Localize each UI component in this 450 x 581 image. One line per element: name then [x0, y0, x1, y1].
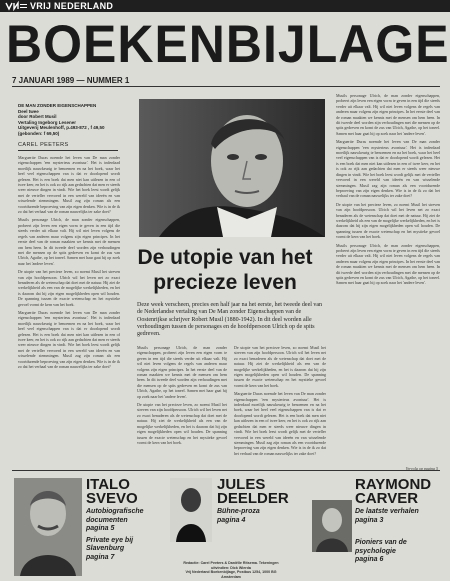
vn-logo-icon — [4, 1, 28, 11]
teaser-title-line: CARVER — [355, 490, 419, 507]
svevo-portrait-photo — [14, 478, 82, 576]
teaser-sub-line: pagina 5 — [86, 525, 115, 532]
imprint-line: uitvindien: Dick Wierda — [211, 565, 251, 570]
teaser-carver-title[interactable] — [355, 478, 431, 506]
body-text: De utopie van het precieze leven, zo noemt Musil het streven van zijn hoofdpersoon. Ulrich wil het leven net zo exact benaderen als de wetenschap dat doet met de natuur. Hij ziet de werkelijkheid als een van de mogelijke werkelijkheden, en het is daarom dat hij zijn eigen mogelijkheden open wil houden. De spanning tussen de exacte wetenschap en het mystieke gevoel vormt de kern van het boek. — [234, 345, 326, 388]
credit-line: Uitgeverij Meulenhoff, p.493-872 , f 49,50 — [18, 125, 105, 131]
teaser-deelder-subtitle — [217, 508, 260, 525]
teaser-sub-line: pagina 6 — [355, 556, 384, 563]
divider — [18, 150, 118, 151]
body-text: Musils personage Ulrich, de man zonder eigenschappen, probeert zijn leven een eigen vorm te geven in een tijd die steeds verder uit elkaar valt. Hij wil niet leven volgens de regels van anderen maar volgens zijn eigen principes. In het eerste deel van de roman maakten we kennis met de mensen om hem heen. In dit tweede deel worden zijn verhoudingen met die mensen op de spits gedreven en komt de zus van Ulrich, Agathe, op het toneel. Samen met haar gaat hij op zoek naar het 'andere leven'. — [137, 345, 227, 399]
body-text: De utopie van het precieze leven, zo noemt Musil het streven van zijn hoofdpersoon. Ulrich wil het leven net zo exact benaderen als de wetenschap dat doet met de natuur. Hij ziet de werkelijkheid als een van de mogelijke werkelijkheden, en het is daarom dat hij zijn eigen mogelijkheden open wil houden. De spanning tussen de exacte wetenschap en het mystieke gevoel vormt de kern van het boek. — [18, 269, 120, 307]
imprint-line: Redactie: Carel Peeters & Daniëlle Ritsema. Tekeningen — [183, 561, 279, 565]
credit-line: door Robert Musil — [18, 114, 57, 120]
credit-line: DE MAN ZONDER EIGENSCHAPPEN — [18, 103, 97, 108]
teaser-svevo-title[interactable] — [86, 478, 138, 506]
headline-line: De utopie van het — [137, 246, 313, 269]
body-text: Musils personage Ulrich, de man zonder eigenschappen, probeert zijn leven een eigen vorm te geven in een tijd die steeds verder uit elkaar valt. Hij wil niet leven volgens de regels van anderen maar volgens zijn eigen principes. In het eerste deel van de roman maakten we kennis met de mensen om hem heen. In dit tweede deel worden zijn verhoudingen met die mensen op de spits gedreven en komt de zus van Ulrich, Agathe, op het toneel. Samen met haar gaat hij op zoek naar het 'andere leven'. — [18, 217, 120, 266]
carver-portrait-photo — [312, 500, 352, 552]
article-lede: Deze week verscheen, precies een half jaar na het eerste, het tweede deel van de Nederlandse vertaling van De Man zonder Eigenschappen van de Oostenrijkse schrijver Robert Musil (1880-1942). In dit deel worden alle verhoudingen tussen de personages en de hoofdpersoon Ulrich op de spits gedreven. — [137, 302, 323, 338]
body-text: Marguerite Duras noemde het leven van De man zonder eigenschappen 'een mysterieus avontuur'. Het is inderdaad moeilijk nauwkeurig te benoemen en na het boek, waar het heel veel eigenschappen van is dat er doorlopend wordt gelezen. Het is een boek dat men niet kan uitlezen in een of twee keer, en het is ook zo rijk aan gedachten dat men er steeds weer nieuwe dingen in vindt. Wie het boek leest wordt gelijk met de verteller vervoerd in een wereld van ideeën en van wisselende stemmingen. Musil zag zijn roman als een voortdurende beproeving van zijn eigen denken. Wie is in de ik zo dat het verhaal van de roman nauwelijks ter zake doet? — [18, 309, 120, 370]
teaser-sub-line: pagina 7 — [86, 553, 115, 561]
article-headline — [120, 245, 330, 295]
teaser-title-line: DEELDER — [217, 490, 289, 507]
teaser-deelder-title[interactable] — [217, 478, 289, 506]
teaser-carver-subtitle — [355, 508, 419, 565]
imprint-line: Amsterdam — [221, 574, 241, 579]
dateline: 7 JANUARI 1989 — NUMMER 1 — [12, 76, 130, 85]
teaser-sub-line: psychologie — [355, 547, 396, 555]
teaser-sub-line: Autobiografische — [86, 508, 144, 515]
article-column-2 — [137, 345, 227, 465]
credit-line: Vertaling Ingeborg Lesener — [18, 119, 77, 125]
article-column-4 — [336, 93, 440, 465]
body-text: De utopie van het precieze leven, zo noemt Musil het streven van zijn hoofdpersoon. Ulrich wil het leven net zo exact benaderen als de wetenschap dat doet met de natuur. Hij ziet de werkelijkheid als een van de mogelijke werkelijkheden, en het is daarom dat hij zijn eigen mogelijkheden open wil houden. De spanning tussen de exacte wetenschap en het mystieke gevoel vormt de kern van het boek. — [137, 402, 227, 445]
article-column-1 — [18, 155, 120, 467]
teaser-sub-line: De laatste verhalen — [355, 508, 419, 515]
teaser-title-line: RAYMOND — [355, 476, 432, 493]
credit-line: Deel twee — [18, 108, 39, 114]
author-byline: CAREL PEETERS — [18, 142, 69, 148]
imprint — [156, 561, 306, 579]
imprint-line: Vrij Nederland Boekenbijlage, Postbus 1254, 1000 BG — [185, 570, 277, 574]
teaser-sub-line: Private eye bij — [86, 536, 134, 544]
author-portrait-photo — [139, 99, 325, 237]
body-text: Marguerite Duras noemde het leven van De man zonder eigenschappen 'een mysterieus avontuur'. Het is inderdaad moeilijk nauwkeurig te benoemen en na het boek, waar het heel veel eigenschappen van is dat er doorlopend wordt gelezen. Het is een boek dat men niet kan uitlezen in een of twee keer, en het is ook zo rijk aan gedachten dat men er steeds weer nieuwe dingen in vindt. Wie het boek leest wordt gelijk met de verteller vervoerd in een wereld van ideeën en van wisselende stemmingen. Musil zag zijn roman als een voortdurende beproeving van zijn eigen denken. Wie is in de ik zo dat het verhaal van de roman nauwelijks ter zake doet? — [336, 139, 440, 199]
body-text: Musils personage Ulrich, de man zonder eigenschappen, probeert zijn leven een eigen vorm te geven in een tijd die steeds verder uit elkaar valt. Hij wil niet leven volgens de regels van anderen maar volgens zijn eigen principes. In het eerste deel van de roman maakten we kennis met de mensen om hem heen. In dit tweede deel worden zijn verhoudingen met die mensen op de spits gedreven en komt de zus van Ulrich, Agathe, op het toneel. Samen met haar gaat hij op zoek naar het 'andere leven'. — [336, 242, 440, 286]
teaser-sub-line: pagina 3 — [355, 516, 384, 524]
body-text: Marguerite Duras noemde het leven van De man zonder eigenschappen 'een mysterieus avontuur'. Het is inderdaad moeilijk nauwkeurig te benoemen en na het boek, waar het heel veel eigenschappen van is dat er doorlopend wordt gelezen. Het is een boek dat men niet kan uitlezen in een of twee keer, en het is ook zo rijk aan gedachten dat men er steeds weer nieuwe dingen in vindt. Wie het boek leest wordt gelijk met de verteller vervoerd in een wereld van ideeën en van wisselende stemmingen. Musil zag zijn roman als een voortdurende beproeving van zijn eigen denken. Wie is in de ik zo dat het verhaal van de roman nauwelijks ter zake doet? — [234, 391, 326, 456]
headline-line: precieze leven — [153, 271, 297, 294]
body-text: De utopie van het precieze leven, zo noemt Musil het streven van zijn hoofdpersoon. Ulrich wil het leven net zo exact benaderen als de wetenschap dat doet met de natuur. Hij ziet de werkelijkheid als een van de mogelijke werkelijkheden, en het is daarom dat hij zijn eigen mogelijkheden open wil houden. De spanning tussen de exacte wetenschap en het mystieke gevoel vormt de kern van het boek. — [336, 201, 440, 240]
teaser-sub-line: Slavenburg — [86, 545, 125, 552]
teaser-sub-line: documenten — [86, 516, 128, 524]
teaser-sub-line: Pioniers van de — [355, 539, 407, 546]
teaser-svevo-subtitle — [86, 508, 144, 562]
credit-line: (gebonden: f 69,50) — [18, 130, 60, 136]
divider — [12, 470, 440, 471]
teaser-sub-line: pagina 4 — [217, 516, 246, 524]
masthead-title: BOEKENBIJLAGE — [6, 14, 450, 74]
teaser-title-line: SVEVO — [86, 490, 138, 507]
top-bar — [0, 0, 450, 12]
continued-note: Vervolg op pagina 5 — [405, 466, 438, 471]
article-column-3 — [234, 345, 326, 465]
divider — [12, 86, 440, 87]
deelder-portrait-photo — [170, 478, 212, 542]
book-credits — [18, 103, 118, 137]
body-text: Marguerite Duras noemde het leven van De man zonder eigenschappen 'een mysterieus avontuur'. Het is inderdaad moeilijk nauwkeurig te benoemen en na het boek, waar het heel veel eigenschappen van is dat er doorlopend wordt gelezen. Het is een boek dat men niet kan uitlezen in een of twee keer, en het is ook zo rijk aan gedachten dat men er steeds weer nieuwe dingen in vindt. Wie het boek leest wordt gelijk met de verteller vervoerd in een wereld van ideeën en van wisselende stemmingen. Musil zag zijn roman als een voortdurende beproeving van zijn eigen denken. Wie is in de ik zo dat het verhaal van de roman nauwelijks ter zake doet? — [18, 155, 120, 215]
teaser-title-line: ITALO — [86, 476, 130, 493]
teaser-title-line: JULES — [217, 476, 266, 493]
brand-name: VRIJ NEDERLAND — [30, 1, 114, 11]
body-text: Musils personage Ulrich, de man zonder eigenschappen, probeert zijn leven een eigen vorm te geven in een tijd die steeds verder uit elkaar valt. Hij wil niet leven volgens de regels van anderen maar volgens zijn eigen principes. In het eerste deel van de roman maakten we kennis met de mensen om hem heen. In dit tweede deel worden zijn verhoudingen met die mensen op de spits gedreven en komt de zus van Ulrich, Agathe, op het toneel. Samen met haar gaat hij op zoek naar het 'andere leven'. — [336, 93, 440, 136]
teaser-sub-line: Bühne-proza — [217, 508, 260, 515]
